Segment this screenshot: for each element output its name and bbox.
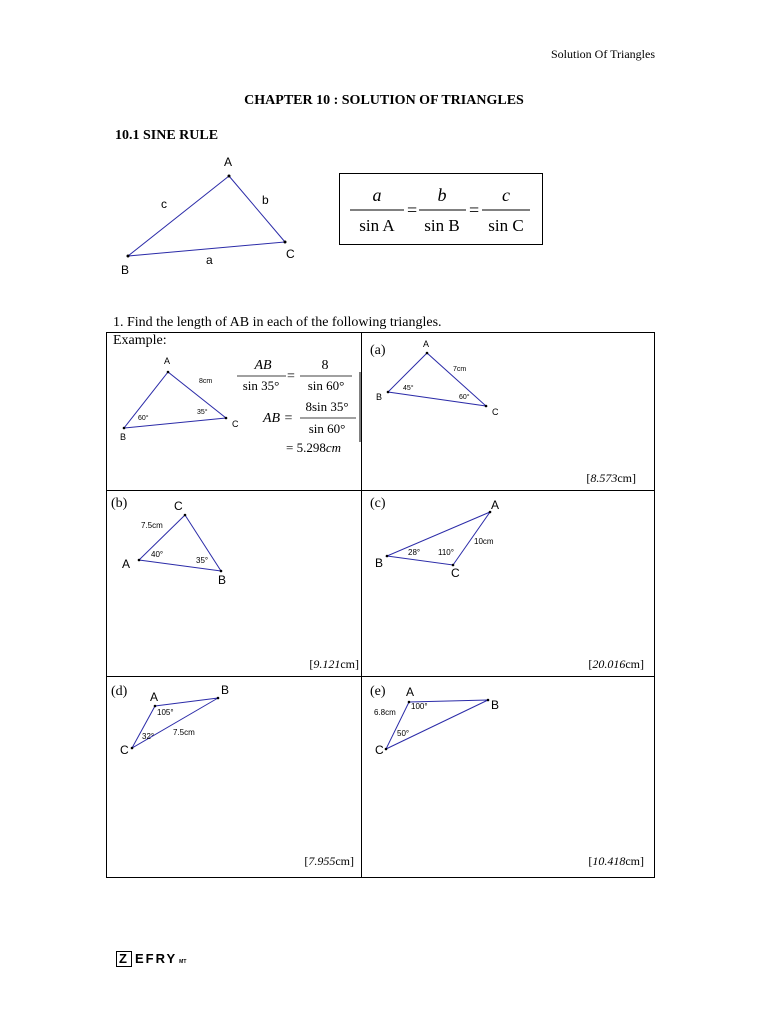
triangle-a <box>388 353 486 406</box>
side-label-b: b <box>262 193 269 207</box>
grid-divider <box>106 676 655 677</box>
intro-triangle <box>128 176 285 256</box>
equals-sign: = <box>469 200 480 220</box>
working-rhs-denominator: sin 60° <box>307 378 345 393</box>
vertex-label-b: B <box>221 683 230 697</box>
cell-a-label: (a) <box>370 343 386 358</box>
working-rhs-numerator: 8 <box>321 358 329 373</box>
answer-d: [7.955cm] <box>304 854 354 868</box>
angle-label-c: 110° <box>438 548 454 557</box>
answer-c: [20.016cm] <box>588 657 644 671</box>
vertex-label-c: C <box>120 743 129 757</box>
vertex-label-a: A <box>423 339 430 349</box>
vertex-label-a: A <box>122 557 131 571</box>
angle-label-b: 45° <box>403 385 414 392</box>
equals-sign: = <box>287 369 295 384</box>
example-working <box>234 352 362 462</box>
triangle-c-diagram <box>370 494 510 584</box>
vertex-label-b: B <box>218 573 227 587</box>
vertex-label-a: A <box>150 690 159 704</box>
logo-box-letter: Z <box>116 951 132 967</box>
triangle-b-diagram <box>114 494 244 589</box>
side-label-a: a <box>206 253 213 267</box>
cell-d-label: (d) <box>111 684 128 699</box>
chapter-title: CHAPTER 10 : SOLUTION OF TRIANGLES <box>244 93 524 108</box>
example-label: Example: <box>113 333 167 348</box>
question-text: 1. Find the length of AB in each of the following triangles. <box>113 315 442 330</box>
vertex-label-c: C <box>375 743 384 757</box>
working-result: = 5.298cm <box>286 440 342 455</box>
sine-rule-formula <box>340 174 542 244</box>
grid-divider <box>106 490 655 491</box>
footer-logo <box>116 951 186 967</box>
side-label: 7cm <box>453 366 467 373</box>
intro-triangle-diagram <box>110 150 310 280</box>
cell-c-label: (c) <box>370 496 386 511</box>
answer-a: [8.573cm] <box>586 471 636 485</box>
angle-label-c: 32° <box>142 732 155 741</box>
angle-label-b: 60° <box>138 415 149 422</box>
angle-label-a: 40° <box>151 550 164 559</box>
logo-suffix: MT <box>179 959 187 965</box>
sine-rule-den-a: sin A <box>359 216 395 235</box>
example-triangle-diagram <box>110 352 250 447</box>
angle-label-a: 105° <box>157 708 174 717</box>
vertex-label-c: C <box>451 566 460 580</box>
cell-e-label: (e) <box>370 684 386 699</box>
equals-sign: = <box>407 200 418 220</box>
side-label: 7.5cm <box>173 728 195 737</box>
answer-e: [10.418cm] <box>588 854 644 868</box>
working-step2-numerator: 8sin 35° <box>305 399 349 414</box>
vertex-label-a: A <box>164 356 171 366</box>
angle-label-b: 28° <box>408 548 421 557</box>
vertex-label-c: C <box>492 407 499 417</box>
side-label: 7.5cm <box>141 521 163 530</box>
sine-rule-num-a: a <box>372 185 382 205</box>
logo-text: EFRY <box>134 951 178 966</box>
vertex-label-b: B <box>491 698 500 712</box>
angle-label-c: 50° <box>397 729 410 738</box>
vertex-label-a: A <box>224 155 233 169</box>
triangle-d-diagram <box>114 680 244 765</box>
vertex-label-b: B <box>121 263 130 277</box>
vertex-label-c: C <box>286 247 295 261</box>
working-lhs-denominator: sin 35° <box>242 378 280 393</box>
sine-rule-num-c: c <box>502 185 510 205</box>
cell-b-label: (b) <box>111 496 128 511</box>
side-label: 8cm <box>199 378 213 385</box>
side-label-c: c <box>161 197 167 211</box>
working-step2-denominator: sin 60° <box>308 421 346 436</box>
angle-label-b: 35° <box>196 556 209 565</box>
working-step2-lhs: AB = <box>263 411 294 426</box>
vertex-label-b: B <box>376 392 383 402</box>
vertex-label-b: B <box>120 432 127 442</box>
section-title: 10.1 SINE RULE <box>115 128 219 143</box>
working-lhs-numerator: AB <box>254 358 272 373</box>
side-label: 6.8cm <box>374 708 396 717</box>
triangle-a-diagram <box>370 334 510 419</box>
vertex-label-b: B <box>375 556 384 570</box>
triangle-e <box>386 700 488 749</box>
sine-rule-den-b: sin B <box>424 216 460 235</box>
vertex-label-c: C <box>232 419 239 429</box>
vertex-label-a: A <box>491 498 500 512</box>
vertex-label-a: A <box>406 685 415 699</box>
vertex-label-c: C <box>174 499 183 513</box>
angle-label-c: 60° <box>459 394 470 401</box>
answer-b: [9.121cm] <box>309 657 359 671</box>
side-label: 10cm <box>474 537 494 546</box>
angle-label-c: 35° <box>197 409 208 416</box>
running-header: Solution Of Triangles <box>550 47 655 61</box>
sine-rule-num-b: b <box>437 185 447 205</box>
sine-rule-formula-box <box>339 173 543 245</box>
triangle-e-diagram <box>370 680 510 765</box>
angle-label-a: 100° <box>411 702 428 711</box>
sine-rule-den-c: sin C <box>488 216 524 235</box>
